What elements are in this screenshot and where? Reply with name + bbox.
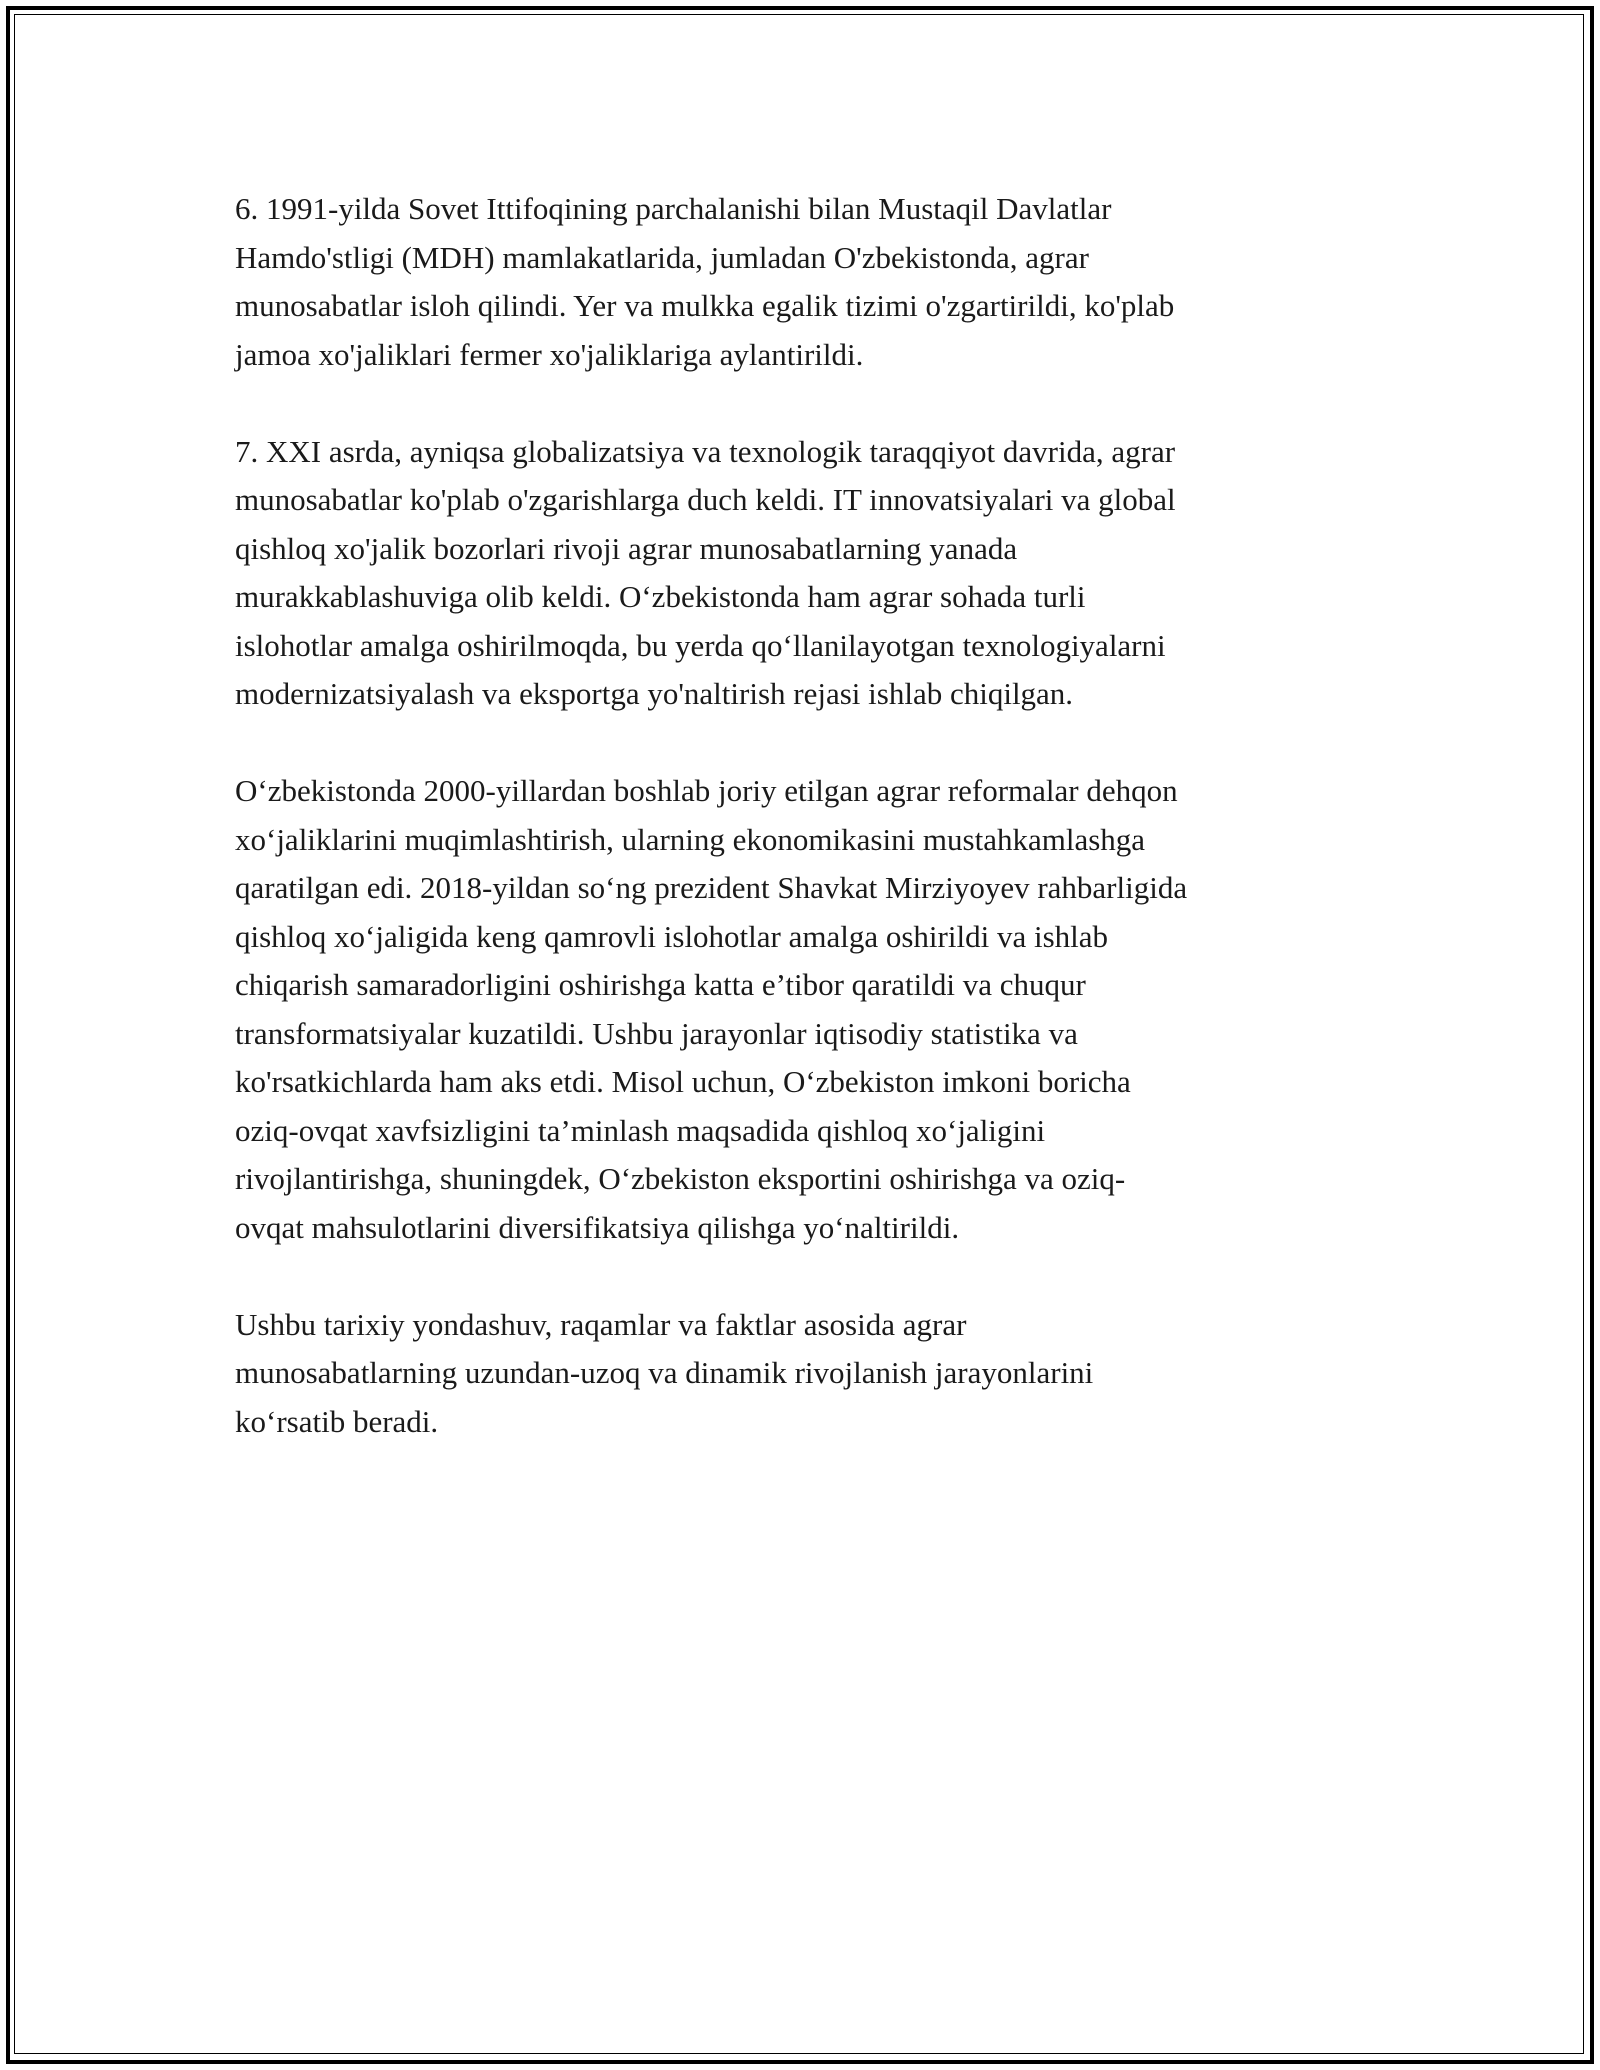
text-line: 6. 1991-yilda Sovet Ittifoqining parchalanishi bilan Mustaqil Davlatlar [235, 191, 1112, 226]
text-line: murakkablashuviga olib keldi. O‘zbekistonda ham agrar sohada turli [235, 579, 1086, 614]
text-line: oziq-ovqat xavfsizligini ta’minlash maqsadida qishloq xo‘jaligini [235, 1112, 1046, 1148]
text-line: chiqarish samaradorligini oshirishga katta e’tibor qaratildi va chuqur [235, 967, 1086, 1002]
text-line: Hamdo'stligi (MDH) mamlakatlarida, jumladan O'zbekistonda, agrar [235, 239, 1089, 275]
text-line: islohotlar amalga oshirilmoqda, bu yerda qo‘llanilayotgan texnologiyalarni [235, 627, 1166, 663]
paragraph-conclusion [235, 1301, 1365, 1447]
text-line: Ushbu tarixiy yondashuv, raqamlar va faktlar asosida agrar [235, 1306, 967, 1342]
text-line: munosabatlar ko'plab o'zgarishlarga duch keldi. IT innovatsiyalari va global [235, 482, 1176, 517]
text-line: ovqat mahsulotlarini diversifikatsiya qilishga yo‘naltirildi. [235, 1209, 960, 1245]
text-line: jamoa xo'jaliklari fermer xo'jaliklariga aylantirildi. [235, 336, 864, 372]
paragraph-6 [235, 185, 1365, 379]
text-line: 7. XXI asrda, ayniqsa globalizatsiya va texnologik taraqqiyot davrida, agrar [235, 433, 1176, 469]
document-body [235, 185, 1365, 1495]
text-line: transformatsiyalar kuzatildi. Ushbu jarayonlar iqtisodiy statistika va [235, 1015, 1078, 1051]
text-line: qaratilgan edi. 2018-yildan so‘ng prezident Shavkat Mirziyoyev rahbarligida [235, 870, 1188, 905]
text-line: ko'rsatkichlarda ham aks etdi. Misol uchun, O‘zbekiston imkoni boricha [235, 1064, 1131, 1099]
text-line: munosabatlar isloh qilindi. Yer va mulkka egalik tizimi o'zgartirildi, ko'plab [235, 288, 1175, 323]
text-line: munosabatlarning uzundan-uzoq va dinamik rivojlanish jarayonlarini [235, 1355, 1094, 1390]
text-line: xo‘jaliklarini muqimlashtirish, ularning ekonomikasini mustahkamlashga [235, 821, 1146, 857]
text-line: qishloq xo'jalik bozorlari rivoji agrar munosabatlarning yanada [235, 530, 1018, 566]
text-line: rivojlantirishga, shuningdek, O‘zbekiston eksportini oshirishga va oziq- [235, 1161, 1126, 1196]
text-line: ko‘rsatib beradi. [235, 1403, 439, 1439]
text-line: qishloq xo‘jaligida keng qamrovli islohotlar amalga oshirildi va ishlab [235, 918, 1109, 954]
paragraph-reforms [235, 767, 1365, 1252]
text-line: O‘zbekistonda 2000-yillardan boshlab joriy etilgan agrar reformalar dehqon [235, 773, 1178, 808]
text-line: modernizatsiyalash va eksportga yo'naltirish rejasi ishlab chiqilgan. [235, 676, 1074, 711]
paragraph-7 [235, 428, 1365, 719]
